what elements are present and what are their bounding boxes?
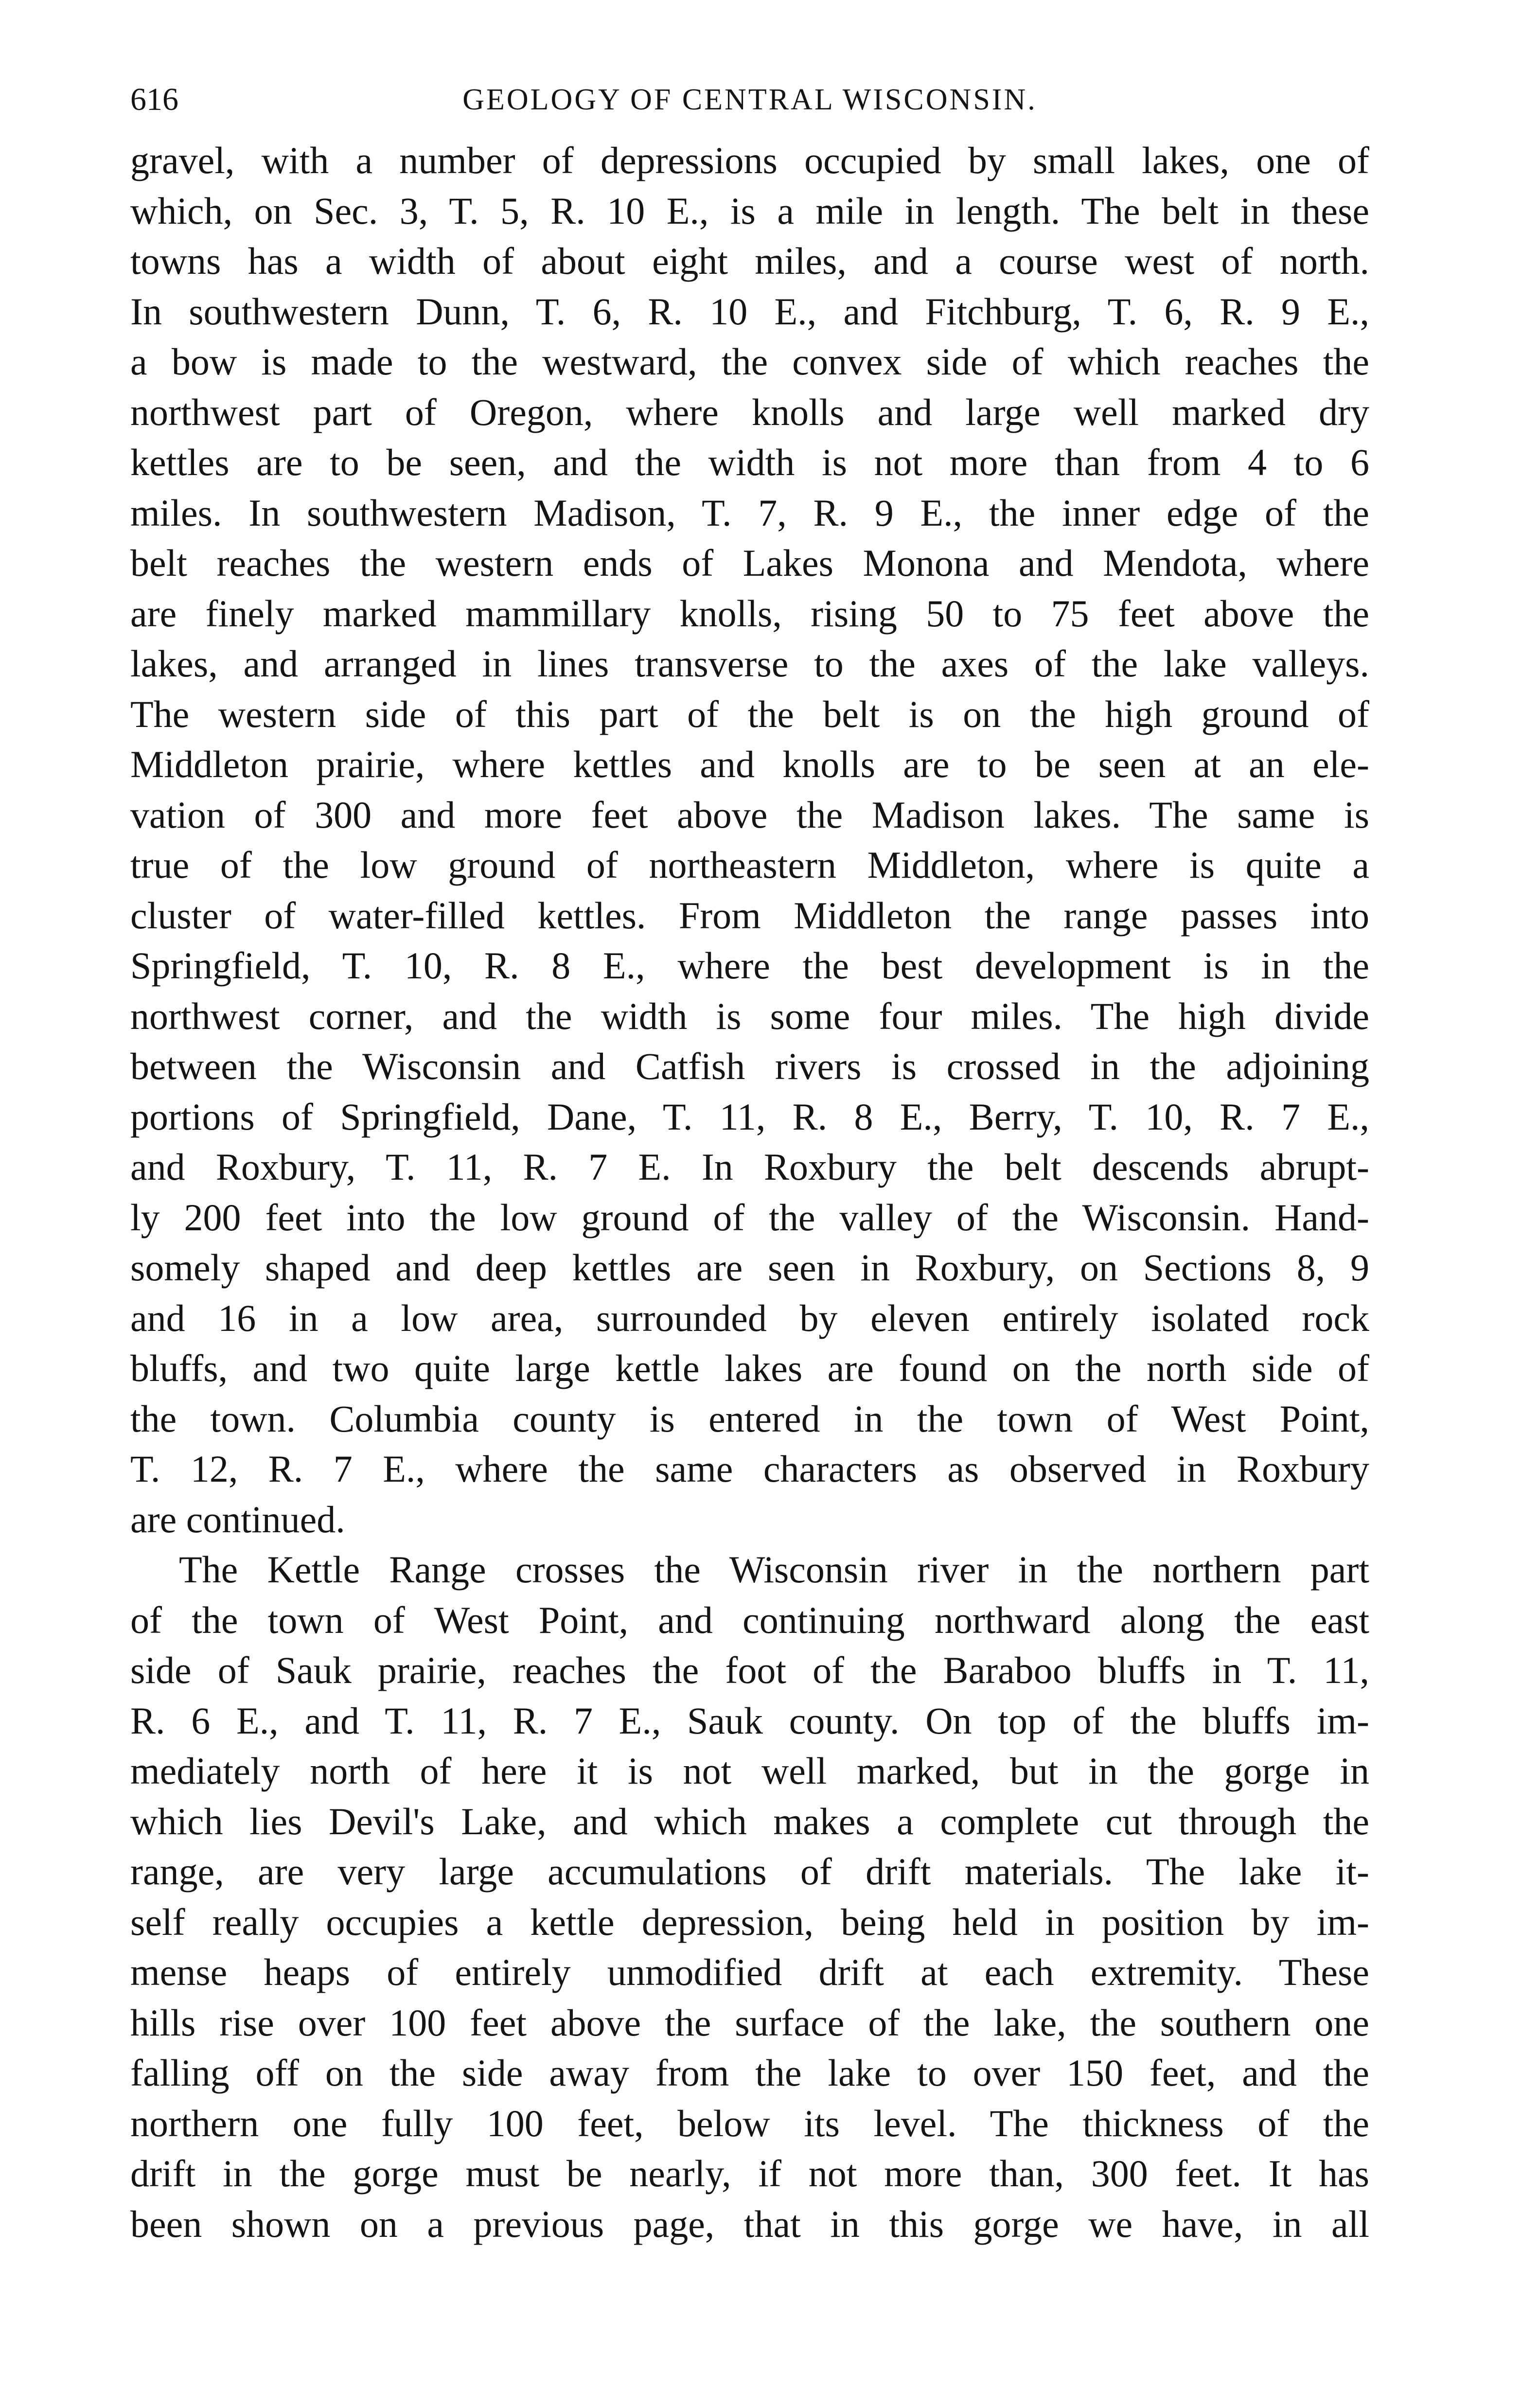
text-line: a bow is made to the westward, the convex side of which reaches the (130, 340, 1369, 383)
text-line: of the town of West Point, and continuing northward along the east (130, 1598, 1369, 1641)
body-text (130, 135, 1369, 2249)
text-line: mense heaps of entirely unmodified drift at each extremity. These (130, 1951, 1369, 1993)
text-line: hills rise over 100 feet above the surface of the lake, the southern one (130, 2001, 1369, 2044)
text-line: northwest part of Oregon, where knolls and large well marked dry (130, 390, 1369, 433)
text-line: are continued. (130, 1498, 345, 1540)
text-line: been shown on a previous page, that in this gorge we have, in all (130, 2202, 1369, 2245)
text-line: true of the low ground of northeastern Middleton, where is quite a (130, 844, 1369, 886)
text-line: gravel, with a number of depressions occupied by small lakes, one of (130, 139, 1369, 181)
text-line: kettles are to be seen, and the width is not more than from 4 to 6 (130, 441, 1369, 483)
text-line: lakes, and arranged in lines transverse to the axes of the lake valleys. (130, 642, 1369, 685)
text-line: Springfield, T. 10, R. 8 E., where the best development is in the (130, 944, 1369, 987)
text-line: The Kettle Range crosses the Wisconsin river in the northern part (179, 1548, 1369, 1591)
text-line: northwest corner, and the width is some four miles. The high divide (130, 994, 1369, 1037)
text-line: are finely marked mammillary knolls, rising 50 to 75 feet above the (130, 592, 1369, 635)
running-head: GEOLOGY OF CENTRAL WISCONSIN. (462, 83, 1037, 116)
text-line: self really occupies a kettle depression, being held in position by im- (130, 1900, 1369, 1943)
text-line: In southwestern Dunn, T. 6, R. 10 E., and Fitchburg, T. 6, R. 9 E., (130, 290, 1369, 333)
text-line: bluffs, and two quite large kettle lakes are found on the north side of (130, 1347, 1369, 1389)
text-line: vation of 300 and more feet above the Madison lakes. The same is (130, 793, 1369, 836)
text-line: T. 12, R. 7 E., where the same characters as observed in Roxbury (130, 1448, 1369, 1490)
text-line: miles. In southwestern Madison, T. 7, R. 9 E., the inner edge of the (130, 491, 1369, 534)
text-line: The western side of this part of the belt is on the high ground of (130, 692, 1369, 735)
text-line: portions of Springfield, Dane, T. 11, R. 8 E., Berry, T. 10, R. 7 E., (130, 1095, 1369, 1138)
text-line: falling off on the side away from the lake to over 150 feet, and the (130, 2052, 1369, 2094)
text-line: belt reaches the western ends of Lakes Monona and Mendota, where (130, 542, 1369, 584)
text-line: the town. Columbia county is entered in the town of West Point, (130, 1397, 1369, 1440)
book-page (130, 73, 1369, 2249)
text-line: towns has a width of about eight miles, and a course west of north. (130, 240, 1369, 282)
paragraph-1 (130, 135, 1369, 1544)
text-line: somely shaped and deep kettles are seen in Roxbury, on Sections 8, 9 (130, 1246, 1369, 1289)
page-header (130, 73, 1369, 126)
text-line: mediately north of here it is not well marked, but in the gorge in (130, 1750, 1369, 1792)
text-line: ly 200 feet into the low ground of the valley of the Wisconsin. Hand- (130, 1196, 1369, 1239)
text-line: R. 6 E., and T. 11, R. 7 E., Sauk county. On top of the bluffs im- (130, 1699, 1369, 1742)
page-number: 616 (130, 82, 178, 117)
text-line: side of Sauk prairie, reaches the foot of the Baraboo bluffs in T. 11, (130, 1649, 1369, 1691)
text-line: cluster of water-filled kettles. From Middleton the range passes into (130, 894, 1369, 937)
text-line: range, are very large accumulations of drift materials. The lake it- (130, 1850, 1369, 1893)
paragraph-2 (130, 1544, 1369, 2249)
text-line: Middleton prairie, where kettles and knolls are to be seen at an ele- (130, 743, 1369, 785)
text-line: and 16 in a low area, surrounded by eleven entirely isolated rock (130, 1296, 1369, 1339)
text-line: which, on Sec. 3, T. 5, R. 10 E., is a mile in length. The belt in these (130, 189, 1369, 232)
text-line: and Roxbury, T. 11, R. 7 E. In Roxbury the belt descends abrupt- (130, 1146, 1369, 1188)
text-line: which lies Devil's Lake, and which makes a complete cut through the (130, 1800, 1369, 1842)
text-line: drift in the gorge must be nearly, if not more than, 300 feet. It has (130, 2152, 1369, 2195)
text-line: northern one fully 100 feet, below its level. The thickness of the (130, 2102, 1369, 2144)
text-line: between the Wisconsin and Catfish rivers is crossed in the adjoining (130, 1045, 1369, 1087)
